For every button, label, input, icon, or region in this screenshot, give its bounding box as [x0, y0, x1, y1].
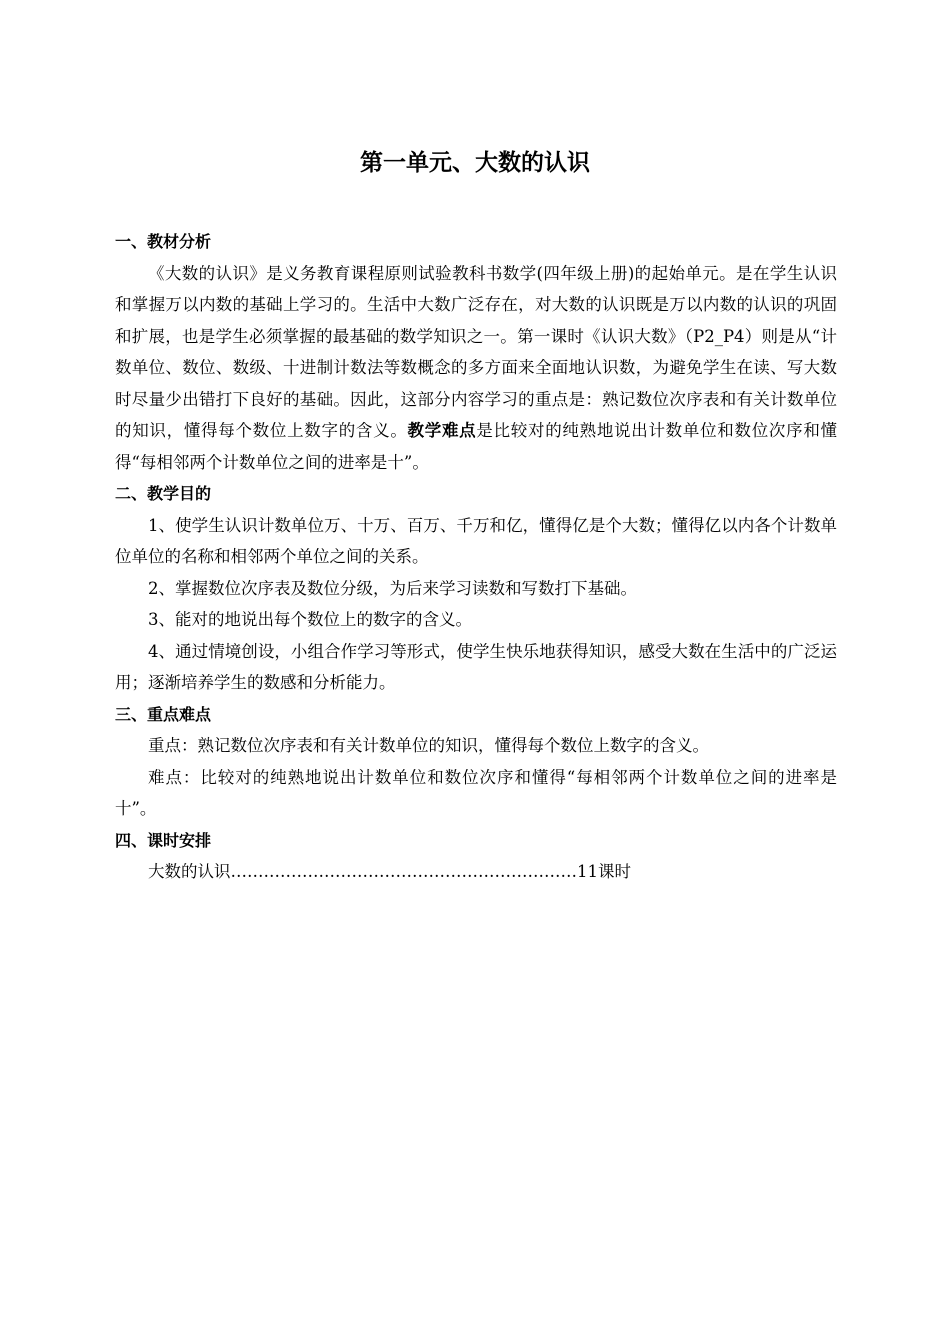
document-body — [115, 226, 837, 888]
section-heading-materials: 一、教材分析 — [115, 232, 212, 251]
key-point-item: 难点：比较对的纯熟地说出计数单位和数位次序和懂得“每相邻两个计数单位之间的进率是十”。 — [115, 767, 837, 818]
paragraph-text: 是比较对的纯熟地说出计数单位和数位次序和懂得“每相邻两个计数单位之间的进率是十”。 — [115, 421, 838, 472]
objective-item: 4、通过情境创设，小组合作学习等形式，使学生快乐地获得知识，感受大数在生活中的广泛运用；逐渐培养学生的数感和分析能力。 — [115, 641, 837, 692]
schedule-value: 11课时 — [577, 862, 631, 881]
schedule-line — [115, 856, 837, 888]
key-point-item: 重点：熟记数位次序表和有关计数单位的知识，懂得每个数位上数字的含义。 — [148, 736, 709, 755]
section-heading-key-points: 三、重点难点 — [115, 704, 212, 724]
objective-item: 1、使学生认识计数单位万、十万、百万、千万和亿，懂得亿是个大数；懂得亿以内各个计数单位单位的名称和相邻两个单位之间的关系。 — [115, 515, 837, 566]
paragraph-materials-analysis — [115, 258, 837, 479]
section-heading-schedule: 四、课时安排 — [115, 830, 212, 850]
paragraph-bold-term: 教学难点 — [407, 421, 477, 440]
schedule-label: 大数的认识 — [148, 862, 231, 881]
objective-item: 3、能对的地说出每个数位上的数字的含义。 — [148, 610, 472, 629]
page-title: 第一单元、大数的认识 — [360, 150, 590, 176]
objective-item: 2、掌握数位次序表及数位分级，为后来学习读数和写数打下基础。 — [148, 578, 637, 598]
schedule-leader-dots: ……………………………………………………… — [230, 862, 577, 881]
paragraph-text: 《大数的认识》是义务教育课程原则试验教科书数学(四年级上册)的起始单元。是在学生认识和掌握万以内数的基础上学习的。生活中大数广泛存在，对大数的认识既是万以内数的认识的巩固和扩展，也是学生必须掌握的最基础的数学知识之一。第一课时《认识大数》（P2_P4）则是从“计数单位、数位、数级、十进制计数法等数概念的多方面来全面地认识数，为避免学生在读、写大数时尽量少出错打下良好的基础。因此，这部分内容学习的重点是：熟记数位次序表和有关计数单位的知识，懂得每个数位上数字的含义。 — [115, 263, 837, 440]
section-heading-objectives: 二、教学目的 — [115, 484, 212, 503]
